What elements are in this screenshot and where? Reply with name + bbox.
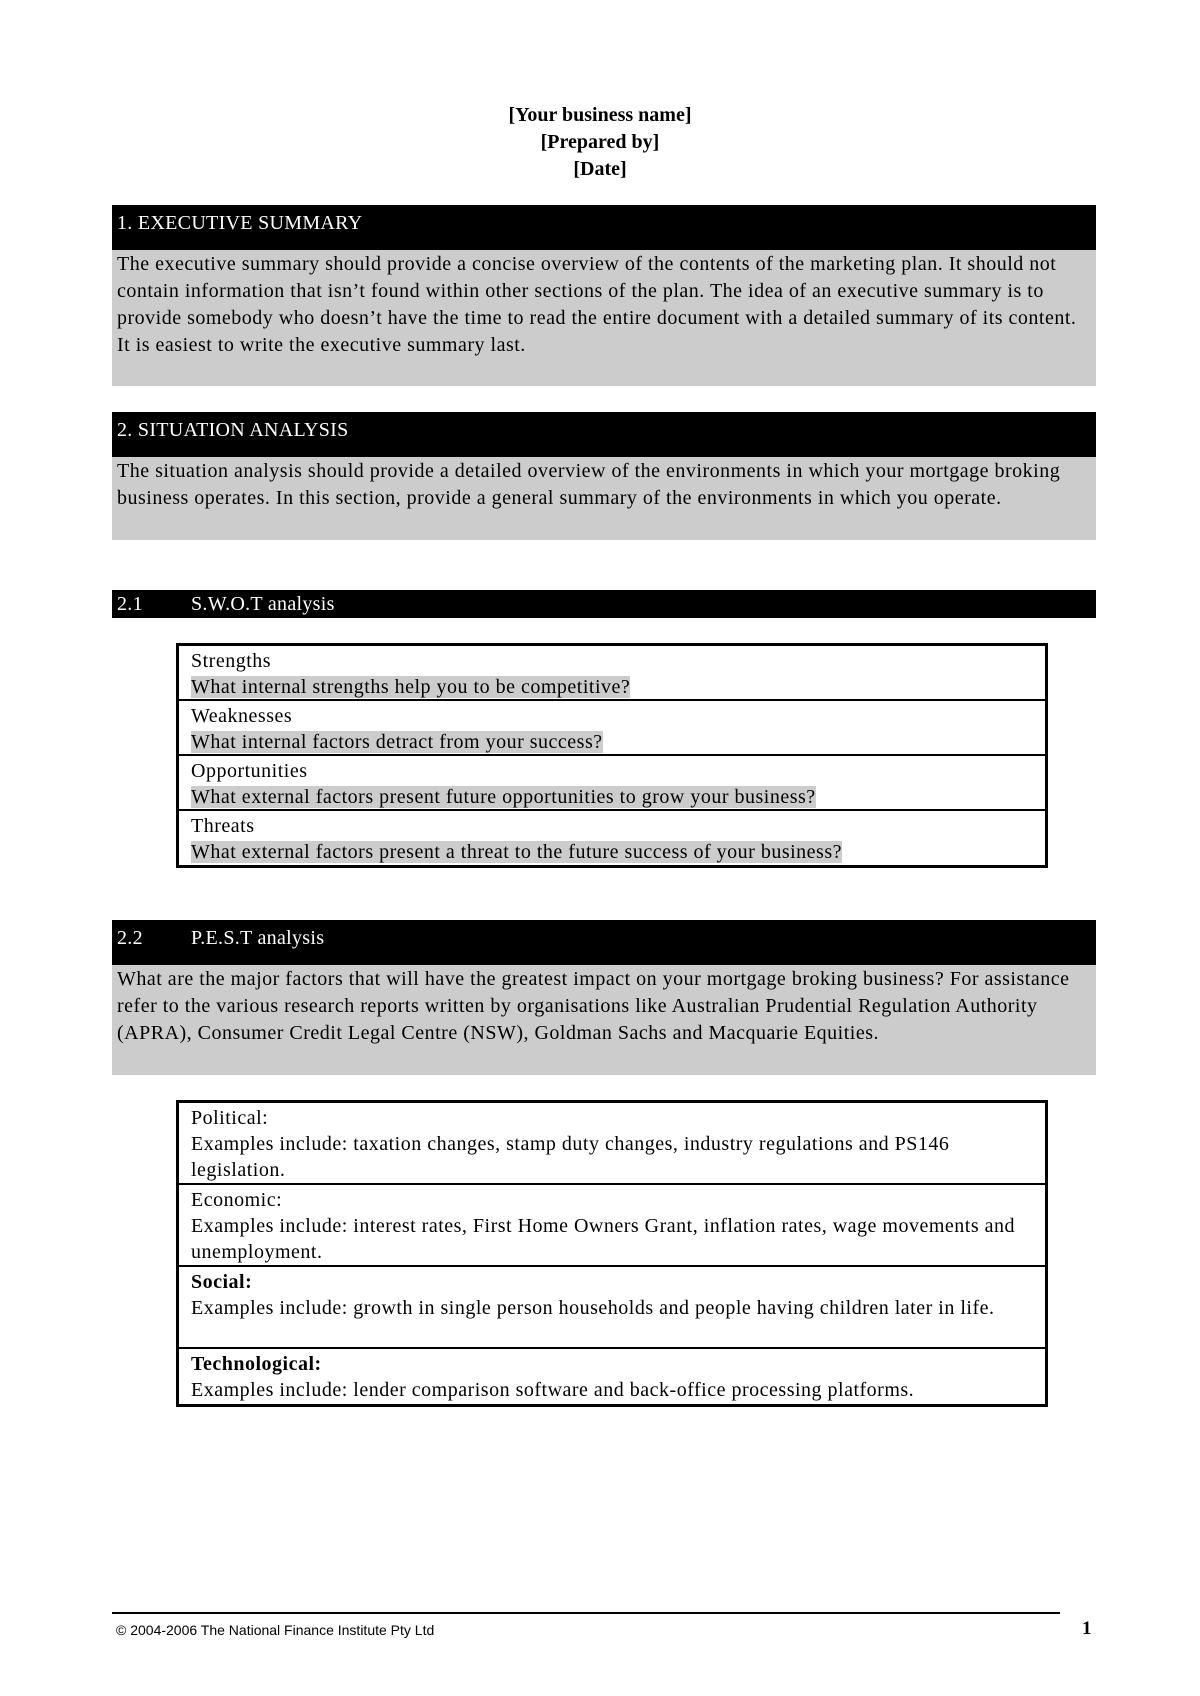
title-block [0,102,1200,183]
subsection-title: P.E.S.T analysis [191,927,325,949]
cell-question: What internal factors detract from your success? [191,731,603,753]
cell-label: Political: [191,1107,269,1129]
pest-table [176,1100,1048,1407]
cell-label: Strengths [191,650,272,672]
situation-analysis-text: The situation analysis should provide a detailed overview of the environments in which your mortgage broking business operates. In this section, provide a general summary of the environments in which you operate. [112,457,1096,540]
footer-divider [112,1612,1060,1614]
pest-political-cell[interactable] [179,1103,1045,1185]
swot-strengths-cell[interactable] [179,646,1045,701]
cell-label: Weaknesses [191,705,293,727]
swot-weaknesses-cell[interactable] [179,701,1045,756]
subsection-title: S.W.O.T analysis [191,593,335,615]
cell-question: What external factors present a threat to the future success of your business? [191,841,842,863]
page-number: 1 [1082,1618,1092,1639]
section-heading-situation-analysis [112,412,1096,457]
section-heading-executive-summary [112,205,1096,250]
swot-table [176,643,1048,868]
cell-text: Examples include: growth in single person households and people having children later in life. [191,1297,995,1319]
subsection-heading-pest [112,920,1096,965]
cell-text: Examples include: interest rates, First Home Owners Grant, inflation rates, wage movements and unemployment. [191,1215,1016,1263]
business-name: [Your business name] [508,104,692,126]
pest-technological-cell[interactable] [179,1349,1045,1404]
prepared-by: [Prepared by] [540,131,660,153]
swot-opportunities-cell[interactable] [179,756,1045,811]
subsection-number: 2.2 [117,927,143,949]
cell-question: What external factors present future opportunities to grow your business? [191,786,816,808]
pest-social-cell[interactable] [179,1267,1045,1349]
pest-intro-text: What are the major factors that will have the greatest impact on your mortgage broking business? For assistance refer to the various research reports written by organisations like Australian Prudential Regulation Authority (APRA), Consumer Credit Legal Centre (NSW), Goldman Sachs and Macquarie Equities. [112,965,1096,1075]
subsection-number: 2.1 [117,593,143,615]
cell-label: Social: [191,1271,253,1293]
cell-text: Examples include: lender comparison software and back-office processing platforms. [191,1379,915,1401]
cell-label: Technological: [191,1353,322,1375]
subsection-heading-swot [112,590,1096,618]
cell-label: Threats [191,815,255,837]
cell-question: What internal strengths help you to be competitive? [191,676,631,698]
swot-threats-cell[interactable] [179,811,1045,865]
cell-label: Opportunities [191,760,308,782]
pest-economic-cell[interactable] [179,1185,1045,1267]
section-title: 1. EXECUTIVE SUMMARY [117,212,363,234]
cell-label: Economic: [191,1189,283,1211]
section-title: 2. SITUATION ANALYSIS [117,419,349,441]
footer-copyright: © 2004-2006 The National Finance Institute Pty Ltd [116,1622,435,1638]
date: [Date] [573,158,627,180]
executive-summary-text: The executive summary should provide a concise overview of the contents of the marketing plan. It should not contain information that isn’t found within other sections of the plan. The idea of an executive summary is to provide somebody who doesn’t have the time to read the entire document with a detailed summary of its content. It is easiest to write the executive summary last. [112,250,1096,386]
cell-text: Examples include: taxation changes, stamp duty changes, industry regulations and PS146 legislation. [191,1133,950,1181]
